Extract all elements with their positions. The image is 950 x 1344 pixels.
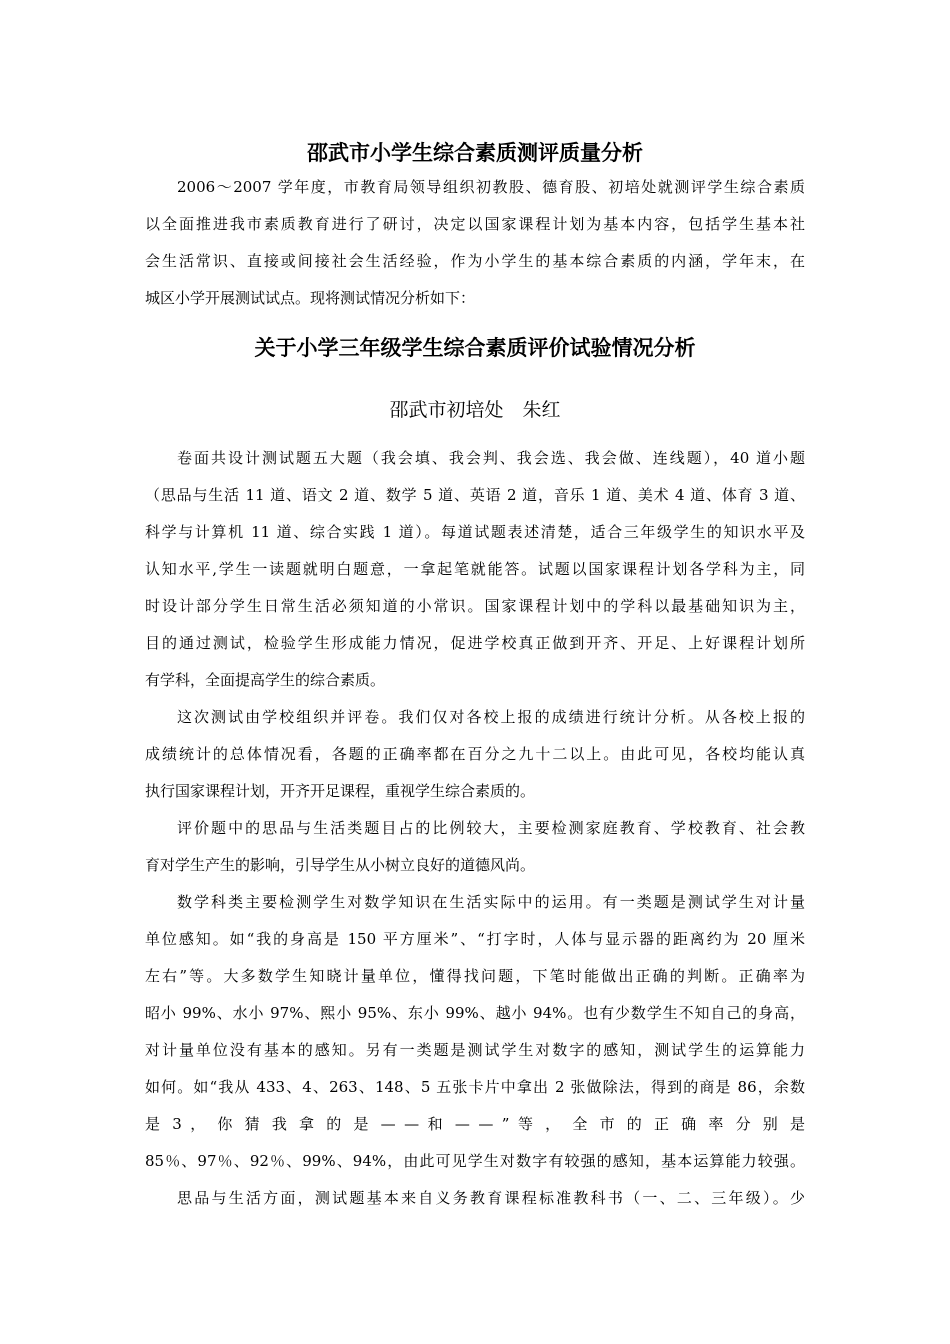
intro-line: 会生活常识、直接或间接社会生活经验，作为小学生的基本综合素质的内涵，学年末，在 xyxy=(145,252,805,270)
paragraph-line: 这次测试由学校组织并评卷。我们仅对各校上报的成绩进行统计分析。从各校上报的 xyxy=(177,708,805,726)
paragraph-line: 评价题中的思品与生活类题目占的比例较大，主要检测家庭教育、学校教育、社会教 xyxy=(177,819,805,837)
paragraph-line: 认知水平,学生一读题就明白题意，一拿起笔就能答。试题以国家课程计划各学科为主，同 xyxy=(145,560,805,578)
paragraph-line: 是 3 ， 你 猜 我 拿 的 是 — — 和 — — ” 等 ， 全 市 的 正 确 率 分 别 是 xyxy=(145,1115,805,1133)
document-title: 邵武市小学生综合素质测评质量分析 xyxy=(307,140,643,165)
intro-line: 城区小学开展测试试点。现将测试情况分析如下： xyxy=(145,289,476,307)
paragraph-line: 昭小 99%、水小 97%、熙小 95%、东小 99%、越小 94%。也有少数学生不知自己的身高， xyxy=(145,1004,805,1022)
paragraph-line: 卷面共设计测试题五大题（我会填、我会判、我会选、我会做、连线题），40 道小题 xyxy=(177,449,805,467)
paragraph-line: 时设计部分学生日常生活必须知道的小常识。国家课程计划中的学科以最基础知识为主， xyxy=(145,597,805,615)
paragraph-line: 成绩统计的总体情况看，各题的正确率都在百分之九十二以上。由此可见，各校均能认真 xyxy=(145,745,805,763)
paragraph-line: 目的通过测试，检验学生形成能力情况，促进学校真正做到开齐、开足、上好课程计划所 xyxy=(145,634,805,652)
paragraph-line: 左右”等。大多数学生知晓计量单位，懂得找问题，下笔时能做出正确的判断。正确率为 xyxy=(145,967,805,985)
paragraph-line: （思品与生活 11 道、语文 2 道、数学 5 道、英语 2 道，音乐 1 道、美术 4 道、体育 3 道、 xyxy=(145,486,805,504)
paragraph-line: 有学科，全面提高学生的综合素质。 xyxy=(145,671,386,689)
paragraph-line: 科学与计算机 11 道、综合实践 1 道）。每道试题表述清楚，适合三年级学生的知识水平及 xyxy=(145,523,805,541)
paragraph-line: 对计量单位没有基本的感知。另有一类题是测试学生对数字的感知，测试学生的运算能力 xyxy=(145,1041,805,1059)
author-byline: 邵武市初培处 朱红 xyxy=(389,399,561,421)
intro-line: 以全面推进我市素质教育进行了研讨，决定以国家课程计划为基本内容，包括学生基本社 xyxy=(145,215,805,233)
intro-line: 2006～2007 学年度，市教育局领导组织初教股、德育股、初培处就测评学生综合素质 xyxy=(177,178,805,196)
paragraph-line: 育对学生产生的影响，引导学生从小树立良好的道德风尚。 xyxy=(145,856,536,874)
paragraph-line: 数学科类主要检测学生对数学知识在生活实际中的运用。有一类题是测试学生对计量 xyxy=(177,893,805,911)
report-subtitle: 关于小学三年级学生综合素质评价试验情况分析 xyxy=(254,335,696,360)
paragraph-line: 思品与生活方面，测试题基本来自义务教育课程标准教科书（一、二、三年级）。少 xyxy=(177,1189,805,1207)
paragraph-line: 85％、97％、92％、99%、94%，由此可见学生对数字有较强的感知，基本运算能力较强。 xyxy=(145,1152,805,1170)
paragraph-line: 单位感知。如“我的身高是 150 平方厘米”、“打字时，人体与显示器的距离约为 20 厘米 xyxy=(145,930,805,948)
paragraph-line: 如何。如“我从 433、4、263、148、5 五张卡片中拿出 2 张做除法，得到的商是 86，余数 xyxy=(145,1078,805,1096)
paragraph-line: 执行国家课程计划，开齐开足课程，重视学生综合素质的。 xyxy=(145,782,536,800)
